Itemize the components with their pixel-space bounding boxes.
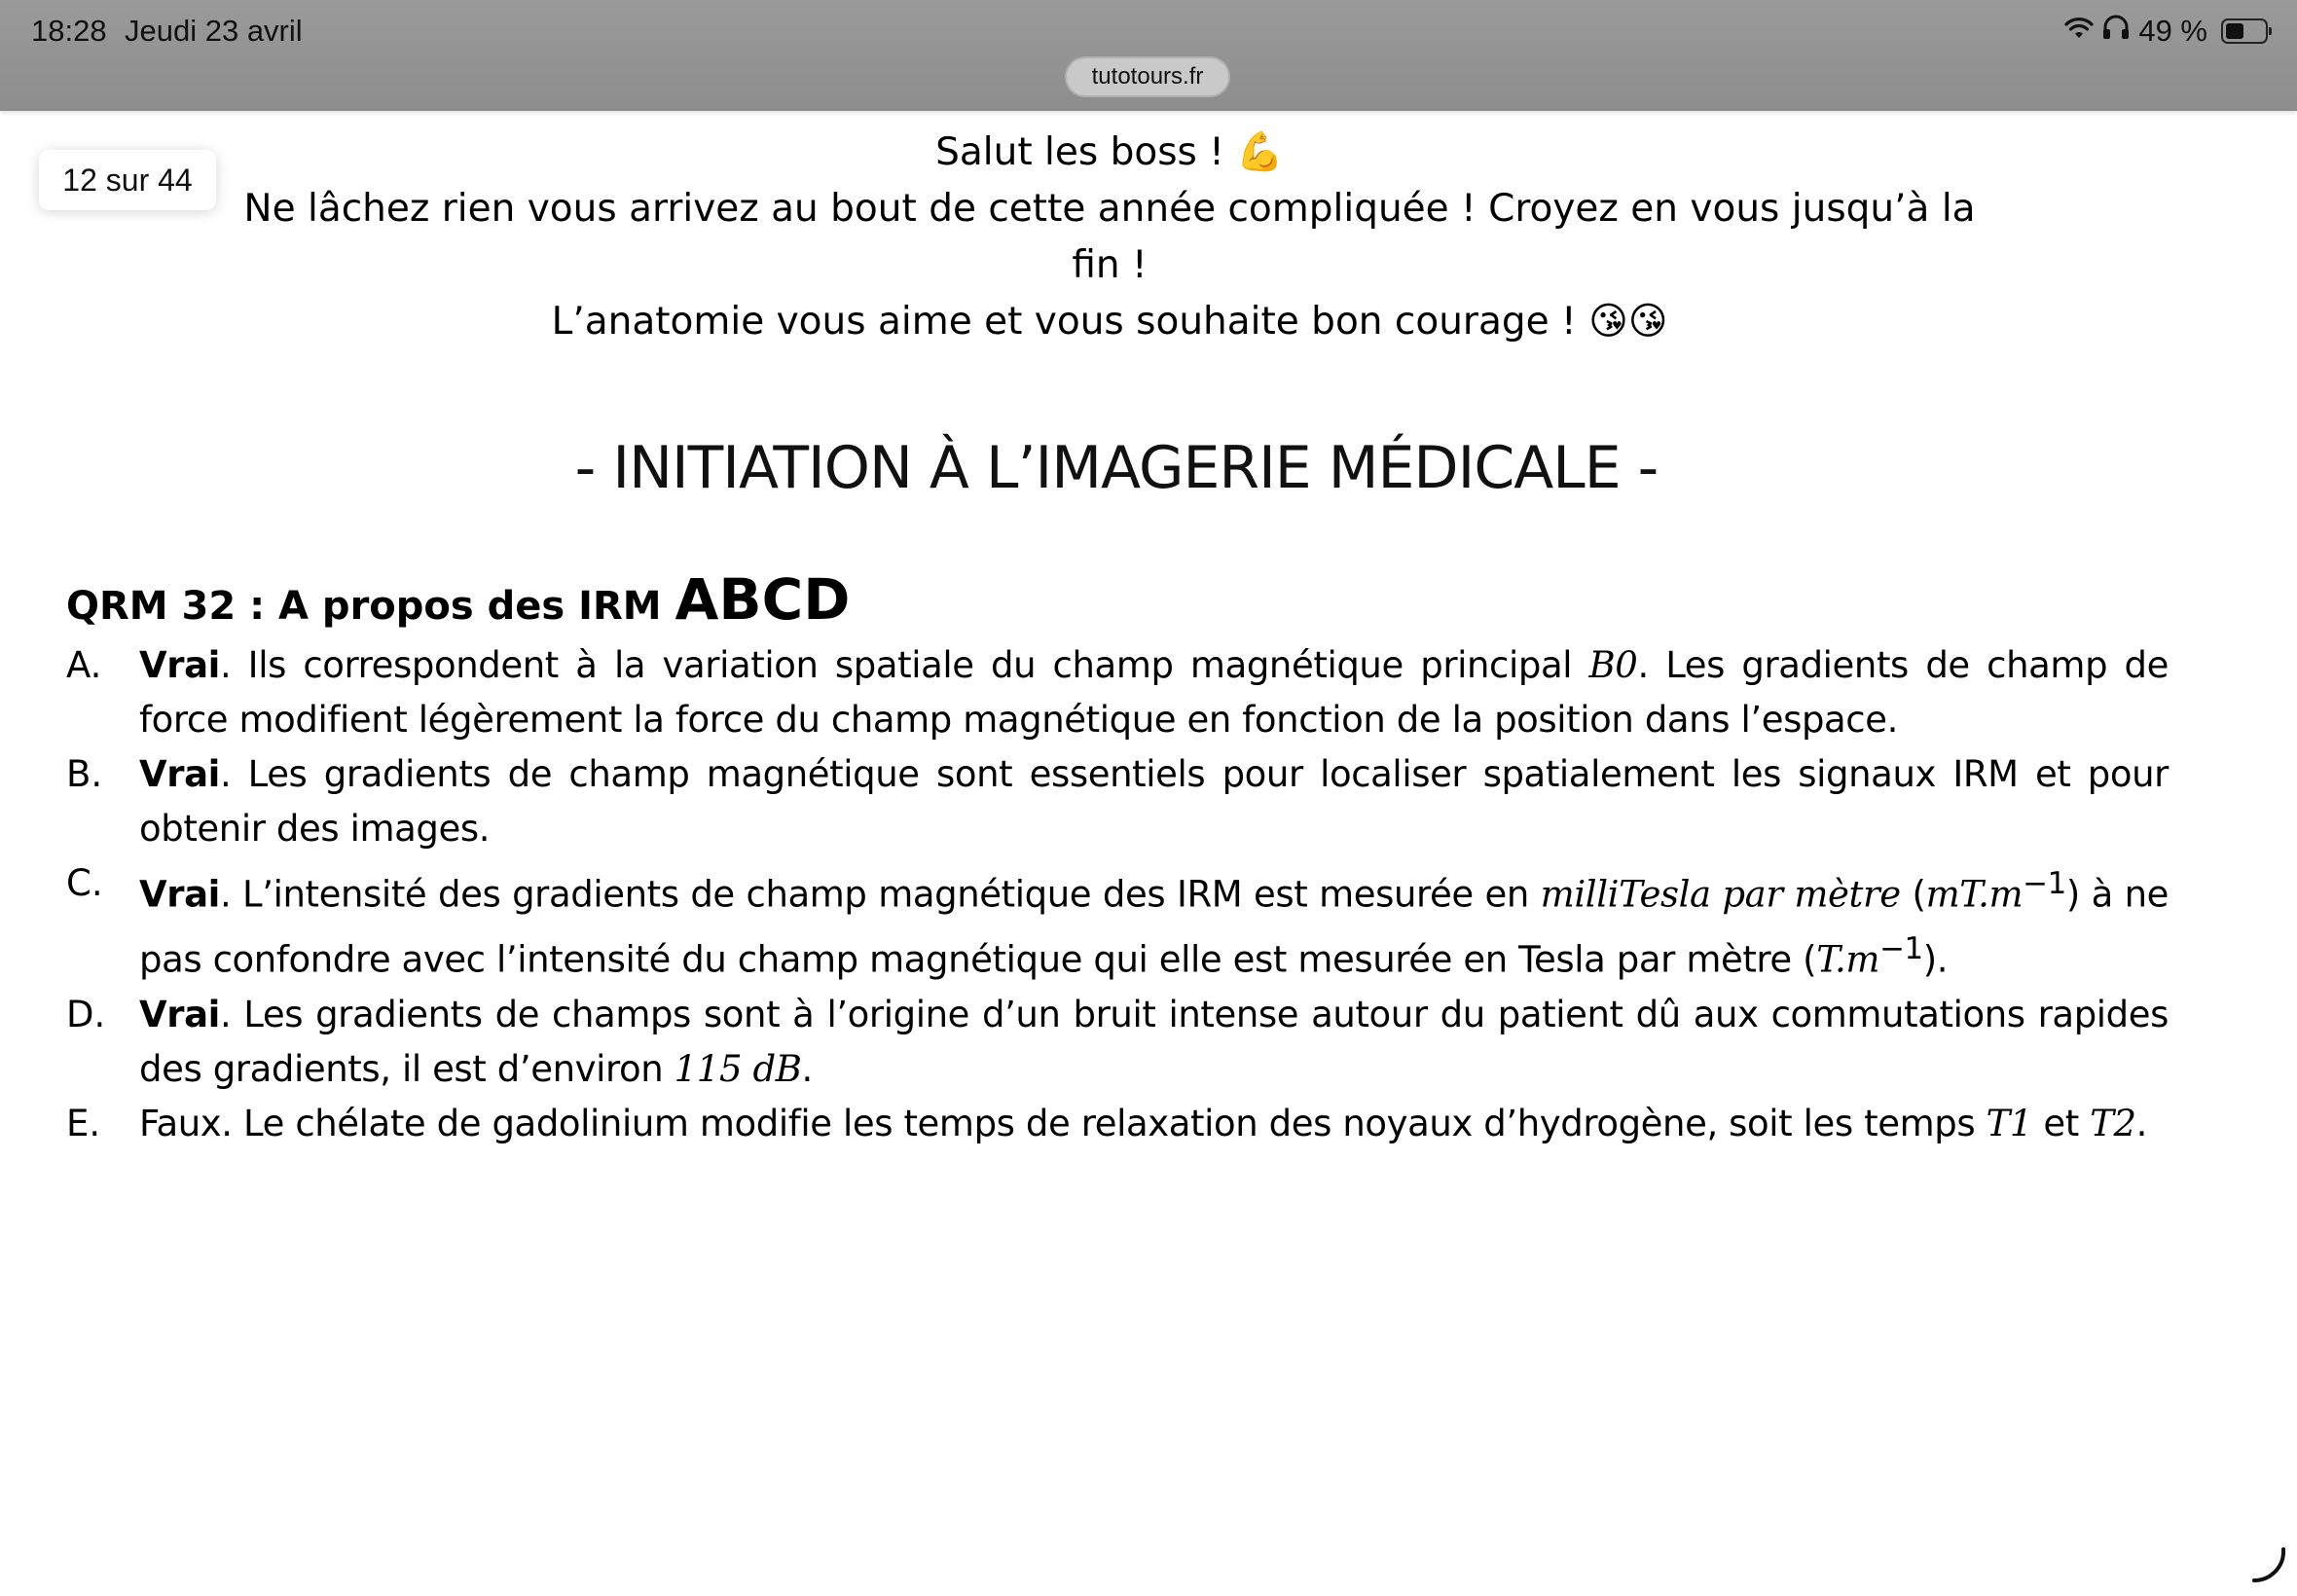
headphones-icon xyxy=(2101,14,2131,49)
math-expression: milliTesla par mètre xyxy=(1540,873,1901,916)
option-letter: D. xyxy=(66,993,106,1035)
option-d xyxy=(66,988,2169,1097)
address-bar[interactable]: tutotours.fr xyxy=(1065,56,1230,97)
status-date: Jeudi 23 avril xyxy=(125,14,303,48)
option-e xyxy=(66,1097,2169,1151)
greeting-block xyxy=(234,125,1986,350)
answer-options xyxy=(66,638,2169,1151)
greeting-line-3 xyxy=(234,294,1986,350)
section-title: - INITIATION À L’IMAGERIE MÉDICALE - xyxy=(574,434,1659,502)
option-text-part: Faux. Le chélate de gadolinium modifie les temps de relaxation des noyaux d’hydrogène, soit les temps xyxy=(139,1102,1987,1144)
option-text xyxy=(139,638,2169,747)
status-time: 18:28 xyxy=(31,14,107,48)
option-text-part: . Ils correspondent à la variation spatiale du champ magnétique principal xyxy=(219,644,1589,686)
option-text-part: . Les gradients de champs sont à l’origine d’un bruit intense autour du patient dû aux commutations rapides des gradients, il est d’environ xyxy=(139,993,2169,1090)
option-letter: C. xyxy=(66,862,103,904)
status-indicators xyxy=(2064,12,2268,51)
option-verdict: Vrai xyxy=(139,644,220,686)
wifi-icon xyxy=(2064,14,2094,49)
option-text xyxy=(139,1097,2169,1151)
option-verdict: Vrai xyxy=(139,993,220,1035)
option-text-part: ( xyxy=(1900,873,1926,916)
option-text-part: . xyxy=(2135,1102,2147,1144)
option-text-part: ). xyxy=(1922,938,1949,981)
question-label: QRM 32 : A propos des IRM xyxy=(66,584,662,629)
math-expression: T1 xyxy=(1986,1102,2032,1144)
page-counter: 12 sur 44 xyxy=(39,150,216,210)
option-text-part: . Les gradients de champ magnétique sont essentiels pour localiser spatialement les signaux IRM et pour obtenir des images. xyxy=(139,753,2169,850)
battery-level xyxy=(2226,23,2243,39)
option-letter: A. xyxy=(66,644,102,686)
question-answers: ABCD xyxy=(675,566,851,633)
greeting-line-2: Ne lâchez rien vous arrivez au bout de cette année compliquée ! Croyez en vous jusqu’à la fin ! xyxy=(243,187,1976,287)
kissing-face-icon: 😘😘 xyxy=(1588,300,1668,344)
math-expression: B0 xyxy=(1588,644,1638,686)
battery-cap xyxy=(2269,27,2272,35)
math-expression: mT.m xyxy=(1925,873,2024,916)
greeting-line-1-text: Salut les boss ! xyxy=(935,130,1224,174)
battery-percentage: 49 % xyxy=(2138,14,2207,48)
option-a xyxy=(66,638,2169,747)
option-text xyxy=(139,988,2169,1097)
greeting-line-3-text: L’anatomie vous aime et vous souhaite bon courage ! xyxy=(551,300,1577,344)
battery-icon xyxy=(2221,18,2268,44)
option-text-part: ) à ne pas confondre avec l’intensité du champ magnétique qui elle est mesurée en Tesla par mètre ( xyxy=(139,873,2169,981)
scroll-indicator-icon xyxy=(2248,1545,2287,1584)
option-letter: B. xyxy=(66,753,103,795)
question-header xyxy=(66,566,850,633)
option-text-part: . Les gradients de champ de force modifient légèrement la force du champ magnétique en fonction de la position dans l’espace. xyxy=(139,644,2169,741)
option-b xyxy=(66,747,2169,856)
option-text-part: . L’intensité des gradients de champ magnétique des IRM est mesurée en xyxy=(219,873,1541,916)
option-c xyxy=(66,856,2169,988)
option-text-part: . xyxy=(801,1047,813,1090)
math-superscript: −1 xyxy=(2023,866,2066,901)
option-verdict: Vrai xyxy=(139,873,220,916)
math-superscript: −1 xyxy=(1879,931,1923,967)
math-expression: T2 xyxy=(2090,1102,2136,1144)
option-text-part: et xyxy=(2032,1102,2091,1144)
option-text xyxy=(139,747,2169,856)
math-expression: 115 dB xyxy=(674,1047,802,1090)
greeting-line-1 xyxy=(234,125,1986,181)
math-expression: T.m xyxy=(1816,938,1880,981)
option-verdict: Vrai xyxy=(139,753,220,795)
option-text xyxy=(139,856,2169,988)
option-letter: E. xyxy=(66,1102,101,1144)
flexed-biceps-icon: 💪 xyxy=(1236,130,1284,174)
